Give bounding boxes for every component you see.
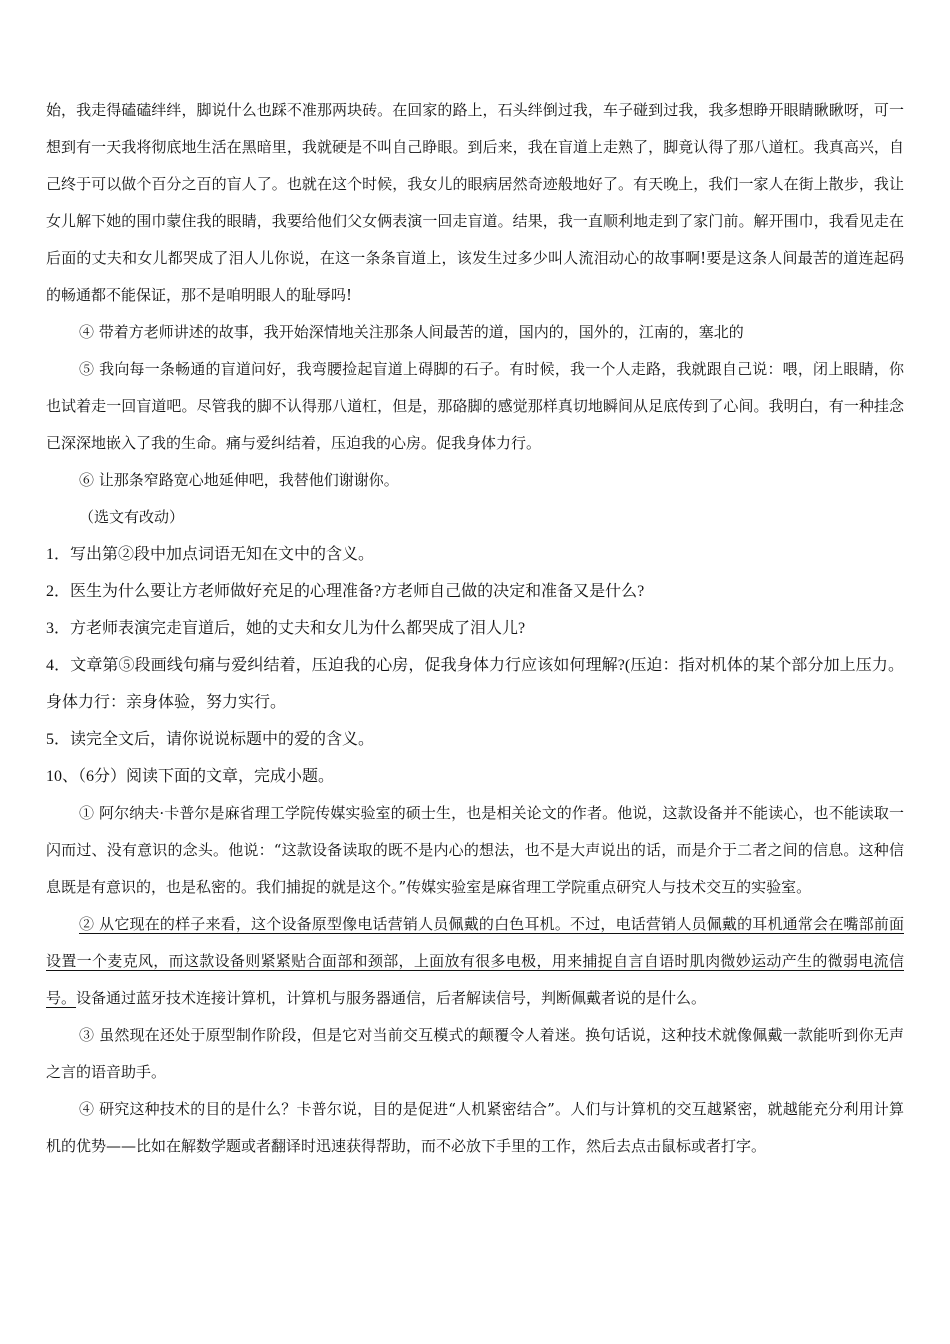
- article-paragraph-4: ④ 研究这种技术的目的是什么？卡普尔说，目的是促进“人机紧密结合”。人们与计算机的交互越紧密，就越能充分利用计算机的优势——比如在解数学题或者翻译时迅速获得帮助，而不必放下手里的工作，然后去点击鼠标或者打字。: [46, 1100, 904, 1155]
- underlined-sentence: ② 从它现在的样子来看，这个设备原型像电话营销人员佩戴的白色耳机。不过，电话营销人员佩戴的耳机通常会在嘴部前面设置一个麦克风，而这款设备则紧紧贴合面部和颈部，上面放有很多电极，用来捕捉自言自语时肌肉微妙运动产生的微弱电流信号。: [46, 915, 904, 1007]
- question-4: 4．文章第⑤段画线句痛与爱纠结着，压迫我的心房，促我身体力行应该如何理解?(压迫：指对机体的某个部分加上压力。身体力行：亲身体验，努力实行。: [46, 657, 904, 711]
- story-paragraph-6: ⑥ 让那条窄路宽心地延伸吧，我替他们谢谢你。: [79, 471, 399, 489]
- article-paragraph-2-rest: 设备通过蓝牙技术连接计算机，计算机与服务器通信，后者解读信号，判断佩戴者说的是什么。: [76, 989, 707, 1007]
- article-paragraph-2: [46, 906, 904, 1017]
- source-note: （选文有改动）: [79, 508, 185, 526]
- question-1: 1．写出第②段中加点词语无知在文中的含义。: [46, 546, 375, 563]
- article-paragraph-1: ① 阿尔纳夫·卡普尔是麻省理工学院传媒实验室的硕士生，也是相关论文的作者。他说，这款设备并不能读心，也不能读取一闪而过、没有意识的念头。他说：“这款设备读取的既不是内心的想法，也不是大声说出的话，而是介于二者之间的信息。这种信息既是有意识的，也是私密的。我们捕捉的就是这个。”传媒实验室是麻省理工学院重点研究人与技术交互的实验室。: [46, 804, 904, 896]
- question-5: 5．读完全文后，请你说说标题中的爱的含义。: [46, 731, 375, 748]
- question-3: 3．方老师表演完走盲道后，她的丈夫和女儿为什么都哭成了泪人儿?: [46, 620, 526, 637]
- document-page: [46, 92, 904, 1165]
- article-paragraph-3: ③ 虽然现在还处于原型制作阶段，但是它对当前交互模式的颠覆令人着迷。换句话说，这种技术就像佩戴一款能听到你无声之言的语音助手。: [46, 1026, 904, 1081]
- question-2: 2．医生为什么要让方老师做好充足的心理准备?方老师自己做的决定和准备又是什么?: [46, 583, 645, 600]
- story-paragraph-continued: 始，我走得磕磕绊绊，脚说什么也踩不准那两块砖。在回家的路上，石头绊倒过我，车子碰到过我，我多想睁开眼睛瞅瞅呀，可一想到有一天我将彻底地生活在黑暗里，我就硬是不叫自己睁眼。到后来，我在盲道上走熟了，脚竟认得了那八道杠。我真高兴，自己终于可以做个百分之百的盲人了。也就在这个时候，我女儿的眼病居然奇迹般地好了。有天晚上，我们一家人在街上散步，我让女儿解下她的围巾蒙住我的眼睛，我要给他们父女俩表演一回走盲道。结果，我一直顺利地走到了家门前。解开围巾，我看见走在后面的丈夫和女儿都哭成了泪人儿你说，在这一条条盲道上，该发生过多少叫人流泪动心的故事啊!要是这条人间最苦的道连起码的畅通都不能保证，那不是咱明眼人的耻辱吗!: [46, 101, 904, 304]
- story-paragraph-4: ④ 带着方老师讲述的故事，我开始深情地关注那条人间最苦的道，国内的，国外的，江南的，塞北的: [79, 323, 744, 341]
- story-paragraph-5: ⑤ 我向每一条畅通的盲道问好，我弯腰捡起盲道上碍脚的石子。有时候，我一个人走路，我就跟自己说：喂，闭上眼睛，你也试着走一回盲道吧。尽管我的脚不认得那八道杠，但是，那硌脚的感觉那样真切地瞬间从足底传到了心间。我明白，有一种挂念已深深地嵌入了我的生命。痛与爱纠结着，压迫我的心房。促我身体力行。: [46, 360, 904, 452]
- section-10-heading: 10、（6分）阅读下面的文章，完成小题。: [46, 768, 335, 785]
